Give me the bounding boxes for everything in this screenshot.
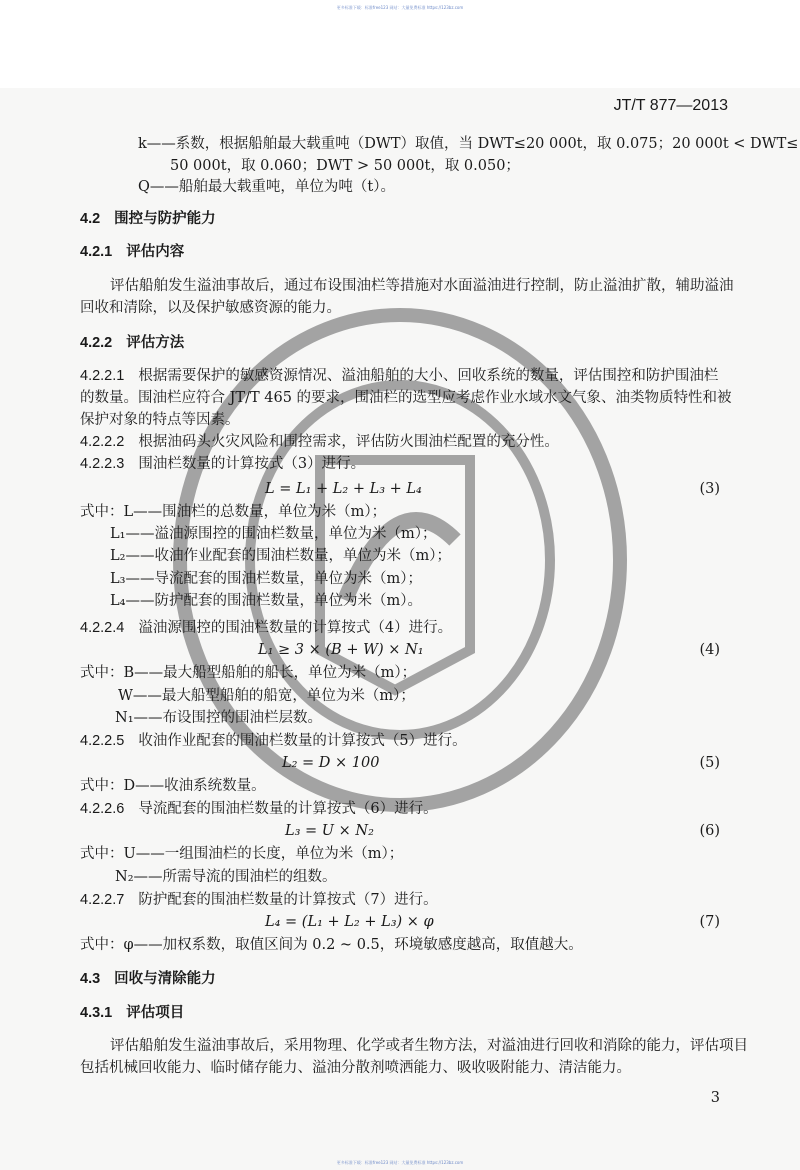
clause-4-2-2-3: 4.2.2.3 围油栏数量的计算按式（3）进行。: [80, 456, 366, 472]
section-4-2-heading: 4.2 围控与防护能力: [80, 211, 216, 227]
def-phi: 式中：φ——加权系数，取值区间为 0.2 ~ 0.5，环境敏感度越高，取值越大。: [80, 937, 583, 953]
formula-3: L = L₁ + L₂ + L₃ + L₄: [265, 481, 422, 497]
def-U: 式中：U——一组围油栏的长度，单位为米（m）；: [80, 846, 404, 862]
def-N2: N₂——所需导流的围油栏的组数。: [115, 869, 337, 885]
formula-5-number: (5): [699, 755, 720, 771]
section-4-2-2-heading: 4.2.2 评估方法: [80, 335, 185, 351]
watermark-top: 更多标准下载：标准free123 网站：大量免费标准 https://123bz.com: [336, 5, 464, 10]
formula-6-number: (6): [699, 823, 720, 839]
def-W: W——最大船型船舶的船宽，单位为米（m）；: [118, 688, 415, 704]
para-4-2-1-line1: 评估船舶发生溢油事故后，通过布设围油栏等措施对水面溢油进行控制，防止溢油扩散，辅助溢油: [110, 278, 734, 294]
section-4-3-heading: 4.3 回收与清除能力: [80, 971, 216, 987]
def-k-line1: k——系数，根据船舶最大载重吨（DWT）取值，当 DWT≤20 000t，取 0.075；20 000t < DWT≤: [138, 136, 799, 152]
def-L: 式中：L——围油栏的总数量，单位为米（m）；: [80, 504, 387, 520]
formula-6: L₃ = U × N₂: [285, 823, 374, 839]
def-q: Q——船舶最大载重吨，单位为吨（t）。: [138, 179, 395, 195]
formula-3-number: (3): [699, 481, 720, 497]
section-4-3-1-heading: 4.3.1 评估项目: [80, 1005, 185, 1021]
page-number: 3: [710, 1090, 720, 1106]
formula-4: L₁ ≥ 3 × (B + W) × N₁: [258, 642, 424, 658]
def-L4: L₄——防护配套的围油栏数量，单位为米（m）。: [110, 593, 422, 609]
def-L2: L₂——收油作业配套的围油栏数量，单位为米（m）；: [110, 548, 451, 564]
formula-7-number: (7): [699, 914, 720, 930]
clause-4-2-2-6: 4.2.2.6 导流配套的围油栏数量的计算按式（6）进行。: [80, 801, 438, 817]
para-4-3-1-line2: 包括机械回收能力、临时储存能力、溢油分散剂喷洒能力、吸收吸附能力、清洁能力。: [80, 1060, 631, 1076]
para-4-3-1-line1: 评估船舶发生溢油事故后，采用物理、化学或者生物方法，对溢油进行回收和消除的能力，评估项目: [110, 1038, 748, 1054]
def-B: 式中：B——最大船型船舶的船长，单位为米（m）；: [80, 665, 417, 681]
clause-4-2-2-1-line3: 保护对象的特点等因素。: [80, 412, 240, 428]
clause-4-2-2-1: 4.2.2.1 根据需要保护的敏感资源情况、溢油船舶的大小、回收系统的数量，评估围控和防护围油栏: [80, 368, 719, 384]
para-4-2-1-line2: 回收和清除，以及保护敏感资源的能力。: [80, 300, 341, 316]
clause-4-2-2-7: 4.2.2.7 防护配套的围油栏数量的计算按式（7）进行。: [80, 892, 438, 908]
def-L3: L₃——导流配套的围油栏数量，单位为米（m）；: [110, 571, 422, 587]
clause-4-2-2-4: 4.2.2.4 溢油源围控的围油栏数量的计算按式（4）进行。: [80, 620, 453, 636]
standard-code-header: JT/T 877—2013: [613, 97, 728, 114]
formula-4-number: (4): [699, 642, 720, 658]
formula-7: L₄ = (L₁ + L₂ + L₃) × φ: [265, 914, 434, 930]
clause-4-2-2-1-line2: 的数量。围油栏应符合 JT/T 465 的要求，围油栏的选型应考虑作业水域水文气象、油类物质特性和被: [80, 390, 732, 406]
def-N1: N₁——布设围控的围油栏层数。: [115, 710, 322, 726]
clause-4-2-2-5: 4.2.2.5 收油作业配套的围油栏数量的计算按式（5）进行。: [80, 733, 467, 749]
def-k-line2: 50 000t，取 0.060；DWT > 50 000t，取 0.050；: [170, 158, 520, 174]
section-4-2-1-heading: 4.2.1 评估内容: [80, 244, 185, 260]
formula-5: L₂ = D × 100: [282, 755, 380, 771]
def-D: 式中：D——收油系统数量。: [80, 778, 266, 794]
clause-4-2-2-2: 4.2.2.2 根据油码头火灾风险和围控需求，评估防火围油栏配置的充分性。: [80, 434, 559, 450]
def-L1: L₁——溢油源围控的围油栏数量，单位为米（m）；: [110, 526, 437, 542]
watermark-bottom: 更多标准下载：标准free123 网站：大量免费标准 https://123bz.com: [336, 1160, 464, 1165]
